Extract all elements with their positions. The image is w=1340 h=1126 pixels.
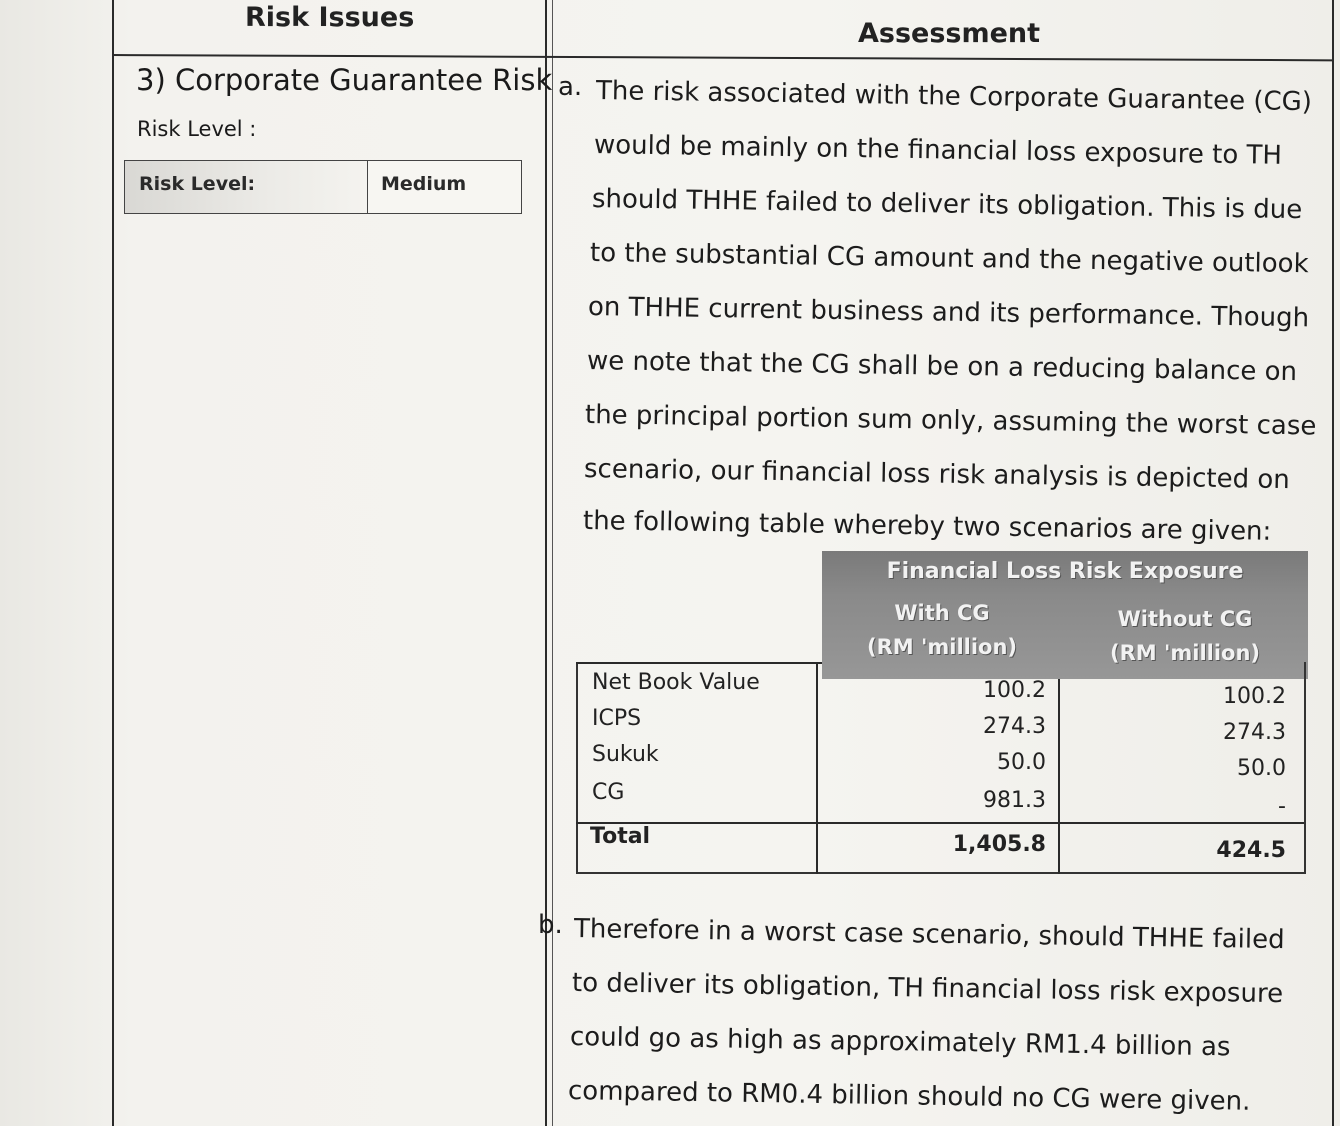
total-with-cg: 1,405.8 xyxy=(952,832,1046,857)
table-row-without-cg: - xyxy=(1278,794,1286,819)
column-divider xyxy=(545,0,547,1126)
table-row-label: Net Book Value xyxy=(592,670,760,695)
total-without-cg: 424.5 xyxy=(1216,838,1286,863)
header-risk-issues: Risk Issues xyxy=(245,2,415,33)
table-row-with-cg: 100.2 xyxy=(983,678,1046,703)
assessment-b-line: Therefore in a worst case scenario, should THHE failed xyxy=(573,914,1285,956)
table-row-with-cg: 50.0 xyxy=(997,750,1046,775)
assessment-a-marker: a. xyxy=(558,72,583,102)
table-header-band xyxy=(822,551,1308,679)
col-without-cg-line2: (RM 'million) xyxy=(1109,641,1261,665)
col-with-cg-line1: With CG xyxy=(894,601,990,625)
risk-level-value: Medium xyxy=(381,173,467,195)
table-col-divider-1 xyxy=(816,662,818,874)
table-row-without-cg: 274.3 xyxy=(1223,720,1286,745)
assessment-a-line: the principal portion sum only, assuming the worst case xyxy=(584,400,1317,442)
risk-level-box xyxy=(124,160,522,214)
table-row-with-cg: 981.3 xyxy=(983,788,1046,813)
table-row-without-cg: 50.0 xyxy=(1237,756,1286,781)
table-row-with-cg: 274.3 xyxy=(983,714,1046,739)
col-without-cg-line1: Without CG xyxy=(1117,607,1253,631)
assessment-a-line: should THHE failed to deliver its obligation. This is due xyxy=(591,184,1303,226)
table-col-divider-2 xyxy=(1058,679,1060,874)
assessment-a-line: to the substantial CG amount and the negative outlook xyxy=(589,238,1309,280)
assessment-b-line: could go as high as approximately RM1.4 billion as xyxy=(569,1022,1231,1063)
table-row-without-cg: 100.2 xyxy=(1223,684,1286,709)
frame-right-border xyxy=(1332,0,1334,1126)
assessment-a-line: we note that the CG shall be on a reducing balance on xyxy=(586,346,1298,388)
frame-left-border xyxy=(112,0,114,1126)
column-divider-inner xyxy=(552,0,553,1126)
assessment-a-line: would be mainly on the financial loss exposure to TH xyxy=(593,130,1283,171)
assessment-a-line: The risk associated with the Corporate Guarantee (CG) xyxy=(595,76,1313,118)
risk-issue-title: 3) Corporate Guarantee Risk xyxy=(136,63,553,97)
assessment-a-line: scenario, our financial loss risk analysis is depicted on xyxy=(583,454,1291,496)
risk-level-label: Risk Level: xyxy=(139,173,256,195)
header-assessment: Assessment xyxy=(858,18,1041,49)
table-row-label: ICPS xyxy=(592,706,642,731)
total-label: Total xyxy=(590,824,651,849)
table-total-rule xyxy=(576,822,1304,824)
assessment-b-marker: b. xyxy=(538,910,563,940)
table-row-label: Sukuk xyxy=(592,742,659,767)
table-top-rule xyxy=(576,662,822,664)
risk-level-caption: Risk Level : xyxy=(137,117,257,141)
col-with-cg-line2: (RM 'million) xyxy=(866,635,1018,659)
assessment-b-line: compared to RM0.4 billion should no CG were given. xyxy=(567,1076,1251,1117)
table-title: Financial Loss Risk Exposure xyxy=(886,559,1244,584)
assessment-b-line: to deliver its obligation, TH financial loss risk exposure xyxy=(571,968,1284,1010)
table-row-label: CG xyxy=(592,780,625,805)
assessment-a-line: the following table whereby two scenarios are given: xyxy=(582,506,1272,547)
assessment-a-line: on THHE current business and its performance. Though xyxy=(587,292,1310,334)
